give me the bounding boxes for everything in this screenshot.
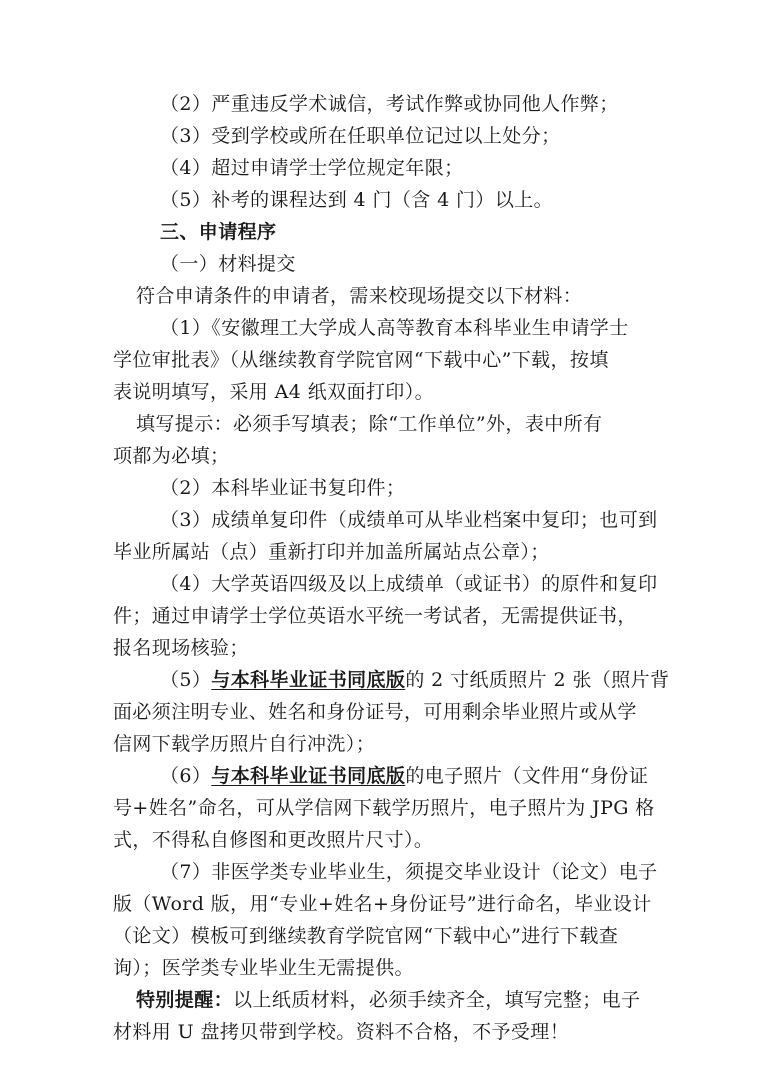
item-2: （2）严重违反学术诚信，考试作弊或协同他人作弊；: [160, 93, 619, 115]
intro-text: 符合申请条件的申请者，需来校现场提交以下材料：: [136, 285, 583, 307]
material-6-line-3: 式，不得私自修图和更改照片尺寸）。: [113, 829, 434, 851]
material-2: （2）本科毕业证书复印件；: [160, 477, 406, 499]
material-5-line-3: 信网下载学历照片自行冲洗）；: [113, 733, 376, 755]
tip-line-2: 项都为必填；: [113, 445, 230, 467]
same-negative-emphasis: 与本科毕业证书同底版: [211, 669, 406, 691]
material-1-line-2: 学位审批表》（从继续教育学院官网“下载中心”下载，按填: [113, 349, 609, 371]
material-6-line-2: 号+姓名”命名，可从学信网下载学历照片，电子照片为 JPG 格: [113, 797, 655, 819]
material-4-line-1: （4）大学英语四级及以上成绩单（或证书）的原件和复印: [160, 573, 658, 595]
material-7-line-2: 版（Word 版，用“专业+姓名+身份证号”进行命名，毕业设计: [113, 893, 652, 915]
material-4-line-3: 报名现场核验；: [113, 637, 249, 659]
material-5-line-2: 面必须注明专业、姓名和身份证号，可用剩余毕业照片或从学: [113, 701, 637, 723]
reminder-label: 特别提醒：: [136, 989, 234, 1011]
reminder-line-1: [136, 984, 640, 1016]
material-1-line-3: 表说明填写，采用 A4 纸双面打印）。: [113, 381, 434, 403]
material-5-line-1: [160, 664, 669, 696]
material-7-line-4: 询）；医学类专业毕业生无需提供。: [113, 957, 414, 979]
subsection-title: （一）材料提交: [160, 253, 296, 275]
reminder-line-1-rest: 以上纸质材料，必须手续齐全，填写完整；电子: [233, 989, 641, 1011]
item-5: （5）补考的课程达到 4 门（含 4 门）以上。: [160, 189, 554, 211]
reminder-line-2: 材料用 U 盘拷贝带到学校。资料不合格，不予受理！: [113, 1021, 570, 1043]
item-3: （3）受到学校或所在任职单位记过以上处分；: [160, 125, 561, 147]
material-6-line-1-rest: 的电子照片（文件用“身份证: [405, 765, 649, 787]
item-4: （4）超过申请学士学位规定年限；: [160, 157, 464, 179]
material-4-line-2: 件；通过申请学士学位英语水平统一考试者，无需提供证书，: [113, 605, 637, 627]
tip-line-1: 填写提示：必须手写填表；除“工作单位”外，表中所有: [136, 413, 603, 435]
material-7-line-1: （7）非医学类专业毕业生，须提交毕业设计（论文）电子: [160, 861, 658, 883]
same-negative-emphasis: 与本科毕业证书同底版: [211, 765, 406, 787]
material-6-number: （6）: [160, 765, 212, 787]
material-3-line-1: （3）成绩单复印件（成绩单可从毕业档案中复印；也可到: [160, 509, 658, 531]
section-title: 三、申请程序: [160, 221, 277, 243]
material-1-line-1: （1）《安徽理工大学成人高等教育本科毕业生申请学士: [160, 317, 629, 339]
material-7-line-3: （论文）模板可到继续教育学院官网“下载中心”进行下载查: [113, 925, 619, 947]
material-3-line-2: 毕业所属站（点）重新打印并加盖所属站点公章）；: [113, 541, 550, 563]
material-5-number: （5）: [160, 669, 212, 691]
material-5-line-1-rest: 的 2 寸纸质照片 2 张（照片背: [405, 669, 670, 691]
material-6-line-1: [160, 760, 648, 792]
